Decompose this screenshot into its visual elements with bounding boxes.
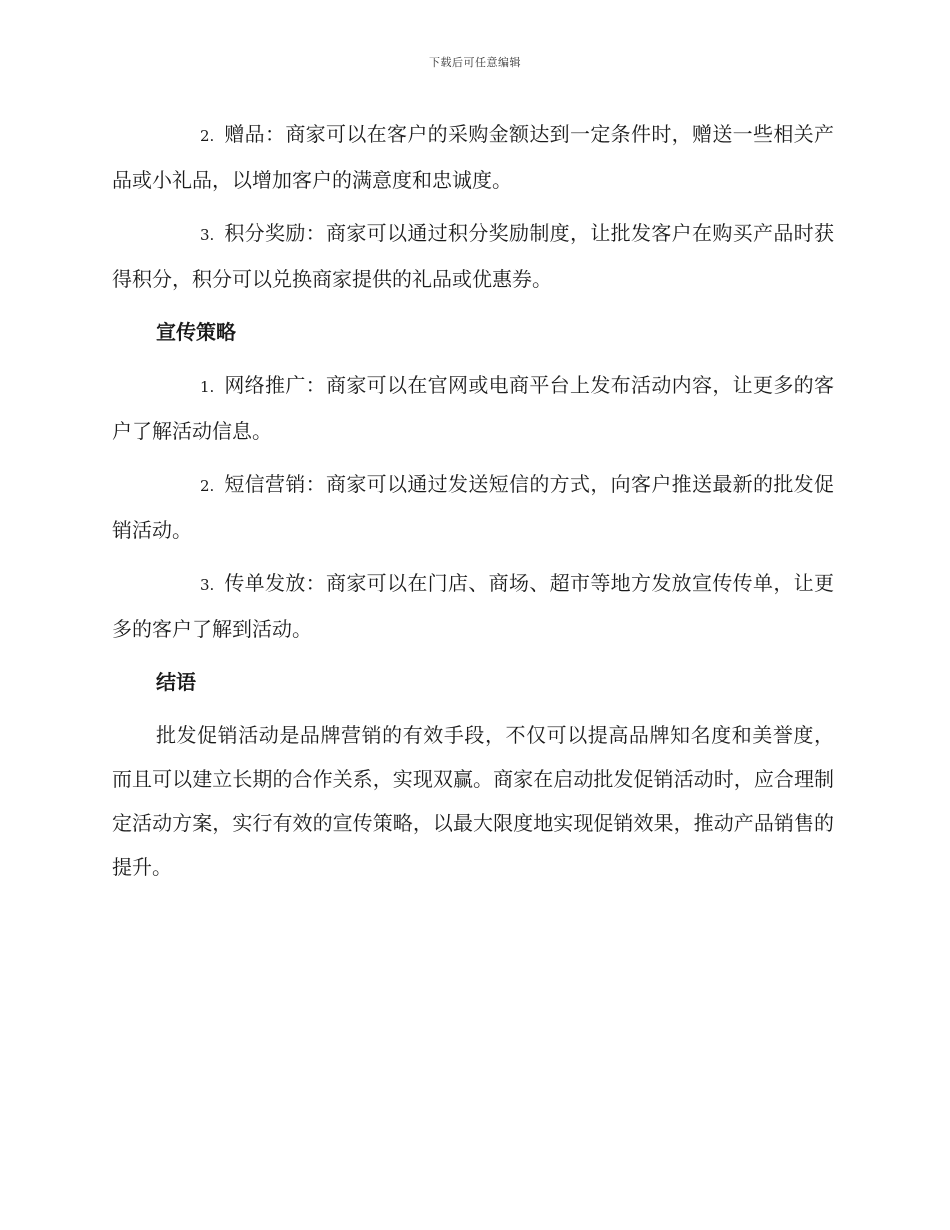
list-item-gift bbox=[112, 112, 834, 202]
list-item-online-promotion bbox=[112, 363, 834, 453]
list-item-number: 3. bbox=[200, 226, 215, 244]
conclusion-paragraph: 批发促销活动是品牌营销的有效手段，不仅可以提高品牌知名度和美誉度，而且可以建立长期的合作关系，实现双赢。商家在启动批发促销活动时，应合理制定活动方案，实行有效的宣传策略，以最大限度地实现促销效果，推动产品销售的提升。 bbox=[112, 723, 834, 879]
list-item-number: 2. bbox=[200, 477, 215, 495]
list-item-number: 1. bbox=[200, 378, 215, 396]
list-item-text: 网络推广：商家可以在官网或电商平台上发布活动内容，让更多的客户了解活动信息。 bbox=[112, 373, 834, 443]
section-heading-conclusion: 结语 bbox=[156, 670, 196, 694]
list-item-text: 短信营销：商家可以通过发送短信的方式，向客户推送最新的批发促销活动。 bbox=[112, 472, 834, 542]
page-header: 下载后可任意编辑 bbox=[429, 56, 521, 69]
list-item-flyer-distribution bbox=[112, 561, 834, 651]
list-item-points-reward bbox=[112, 211, 834, 301]
list-item-text: 积分奖励：商家可以通过积分奖励制度，让批发客户在购买产品时获得积分，积分可以兑换商家提供的礼品或优惠券。 bbox=[112, 221, 834, 291]
list-item-number: 3. bbox=[200, 576, 215, 594]
list-item-text: 传单发放：商家可以在门店、商场、超市等地方发放宣传传单，让更多的客户了解到活动。 bbox=[112, 571, 834, 641]
list-item-number: 2. bbox=[200, 127, 215, 145]
section-heading-publicity: 宣传策略 bbox=[156, 320, 236, 344]
list-item-text: 赠品：商家可以在客户的采购金额达到一定条件时，赠送一些相关产品或小礼品，以增加客户的满意度和忠诚度。 bbox=[112, 122, 834, 192]
document-body bbox=[112, 112, 834, 898]
list-item-sms-marketing bbox=[112, 462, 834, 552]
